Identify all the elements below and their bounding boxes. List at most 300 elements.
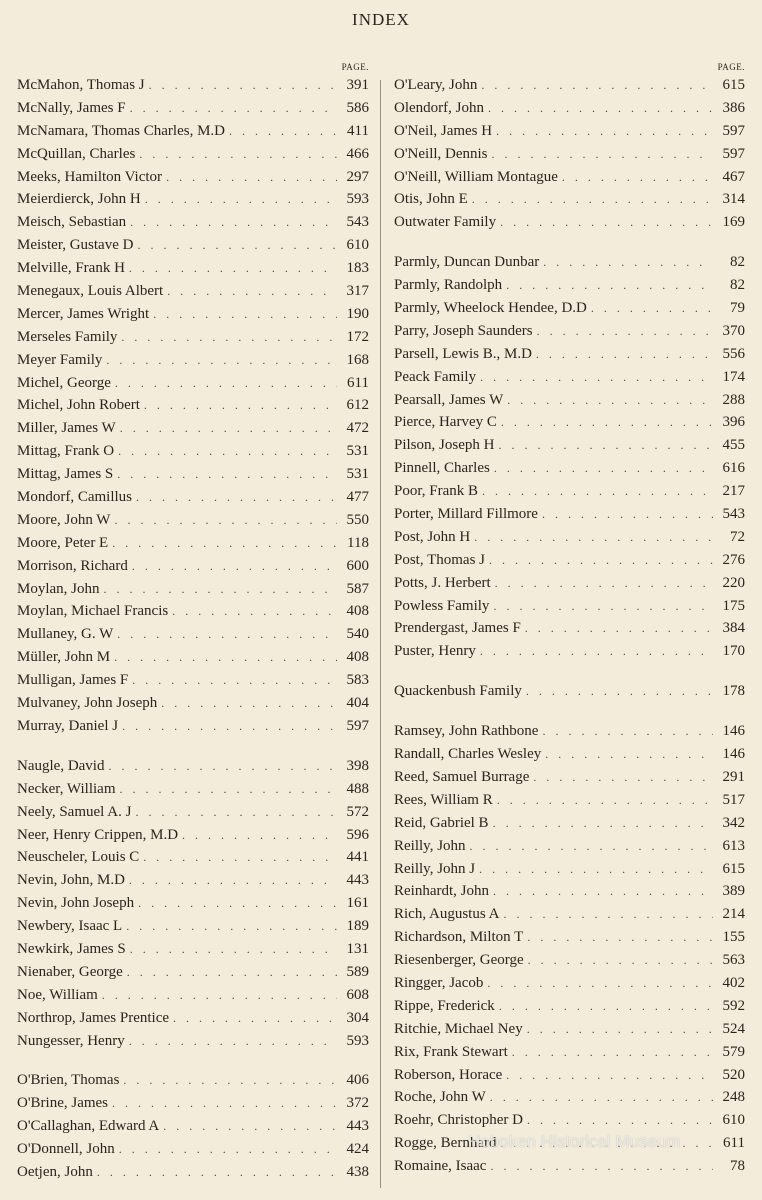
index-entry bbox=[17, 486, 369, 509]
index-entry bbox=[394, 1109, 745, 1132]
index-entry bbox=[394, 972, 745, 995]
index-entry bbox=[394, 766, 745, 789]
entry-page-number: 611 bbox=[723, 1135, 745, 1152]
index-entry bbox=[394, 389, 745, 412]
entry-name: Menegaux, Louis Albert bbox=[17, 283, 164, 300]
entry-page-number: 597 bbox=[346, 717, 369, 734]
entry-name: Mittag, Frank O bbox=[17, 443, 115, 460]
entry-page-number: 608 bbox=[346, 986, 369, 1003]
index-entry bbox=[394, 188, 745, 211]
entry-page-number: 531 bbox=[346, 466, 369, 483]
dot-leader bbox=[562, 166, 713, 189]
index-entry bbox=[394, 572, 745, 595]
dot-leader bbox=[136, 486, 337, 509]
index-entry bbox=[17, 623, 369, 646]
entry-name: Nevin, John Joseph bbox=[17, 895, 135, 912]
dot-leader bbox=[533, 766, 713, 789]
dot-leader bbox=[104, 578, 338, 601]
entry-name: Reed, Samuel Burrage bbox=[394, 768, 530, 785]
dot-leader bbox=[121, 326, 337, 349]
index-entry bbox=[394, 526, 745, 549]
index-entry bbox=[17, 1030, 369, 1053]
index-entry bbox=[394, 120, 745, 143]
dot-leader bbox=[487, 972, 713, 995]
dot-leader bbox=[166, 166, 337, 189]
section-gap bbox=[394, 234, 745, 251]
dot-leader bbox=[97, 1161, 337, 1184]
section-gap bbox=[17, 1052, 369, 1069]
entry-page-number: 596 bbox=[346, 826, 369, 843]
dot-leader bbox=[145, 188, 337, 211]
dot-leader bbox=[127, 961, 337, 984]
dot-leader bbox=[527, 1018, 713, 1041]
dot-leader bbox=[495, 572, 713, 595]
entry-page-number: 389 bbox=[722, 883, 745, 900]
index-entry bbox=[394, 503, 745, 526]
index-entry bbox=[17, 349, 369, 372]
entry-name: Melville, Frank H bbox=[17, 260, 125, 277]
dot-leader bbox=[123, 1069, 337, 1092]
index-list-left bbox=[17, 74, 369, 1184]
entry-name: Mercer, James Wright bbox=[17, 305, 150, 322]
dot-leader bbox=[512, 1041, 713, 1064]
entry-name: Neuscheler, Louis C bbox=[17, 849, 140, 866]
entry-page-number: 214 bbox=[722, 906, 745, 923]
entry-page-number: 396 bbox=[722, 414, 745, 431]
entry-page-number: 613 bbox=[722, 837, 745, 854]
index-entry bbox=[17, 692, 369, 715]
entry-name: McQuillan, Charles bbox=[17, 145, 136, 162]
entry-page-number: 190 bbox=[346, 305, 369, 322]
dot-leader bbox=[506, 1064, 713, 1087]
index-entry bbox=[394, 411, 745, 434]
dot-leader bbox=[182, 824, 337, 847]
dot-leader bbox=[102, 984, 337, 1007]
index-entry bbox=[394, 166, 745, 189]
index-entry bbox=[17, 755, 369, 778]
entry-page-number: 610 bbox=[346, 237, 369, 254]
dot-leader bbox=[497, 789, 713, 812]
entry-name: Ritchie, Michael Ney bbox=[394, 1020, 523, 1037]
entry-name: Nienaber, George bbox=[17, 963, 123, 980]
dot-leader bbox=[494, 457, 713, 480]
dot-leader bbox=[144, 394, 337, 417]
entry-name: Moylan, Michael Francis bbox=[17, 603, 169, 620]
dot-leader bbox=[490, 1155, 713, 1178]
entry-name: Parmly, Duncan Dunbar bbox=[394, 254, 540, 271]
index-entry bbox=[394, 251, 745, 274]
index-entry bbox=[394, 274, 745, 297]
entry-name: Porter, Millard Fillmore bbox=[394, 506, 538, 523]
entry-name: Randall, Charles Wesley bbox=[394, 746, 542, 763]
dot-leader bbox=[525, 617, 713, 640]
entry-name: Nevin, John, M.D bbox=[17, 872, 125, 889]
entry-name: McMahon, Thomas J bbox=[17, 77, 145, 93]
dot-leader bbox=[119, 1138, 337, 1161]
entry-page-number: 592 bbox=[722, 997, 745, 1014]
entry-name: Peack Family bbox=[394, 368, 477, 385]
entry-page-number: 78 bbox=[730, 1158, 745, 1175]
dot-leader bbox=[229, 120, 337, 143]
index-entry bbox=[17, 74, 369, 97]
dot-leader bbox=[153, 303, 337, 326]
entry-name: Rippe, Frederick bbox=[394, 997, 495, 1014]
section-gap bbox=[17, 738, 369, 755]
entry-name: Miller, James W bbox=[17, 420, 116, 437]
entry-name: Murray, Daniel J bbox=[17, 717, 119, 734]
entry-page-number: 248 bbox=[722, 1089, 745, 1106]
entry-page-number: 404 bbox=[346, 695, 369, 712]
dot-leader bbox=[118, 440, 337, 463]
entry-name: Powless Family bbox=[394, 597, 490, 614]
dot-leader bbox=[130, 97, 337, 120]
index-entry bbox=[394, 720, 745, 743]
index-entry bbox=[394, 297, 745, 320]
entry-name: Newkirk, James S bbox=[17, 940, 126, 957]
entry-page-number: 189 bbox=[346, 918, 369, 935]
dot-leader bbox=[496, 120, 713, 143]
entry-page-number: 384 bbox=[722, 620, 745, 637]
entry-name: Pinnell, Charles bbox=[394, 460, 490, 477]
entry-page-number: 455 bbox=[722, 437, 745, 454]
entry-name: Otis, John E bbox=[394, 191, 468, 208]
entry-page-number: 276 bbox=[722, 551, 745, 568]
index-entry bbox=[17, 984, 369, 1007]
entry-page-number: 146 bbox=[722, 723, 745, 740]
dot-leader bbox=[112, 532, 337, 555]
dot-leader bbox=[490, 1086, 713, 1109]
index-entry bbox=[394, 812, 745, 835]
entry-page-number: 615 bbox=[722, 77, 745, 93]
entry-page-number: 586 bbox=[346, 99, 369, 116]
entry-name: Moore, Peter E bbox=[17, 534, 109, 551]
entry-name: Reilly, John bbox=[394, 837, 466, 854]
dot-leader bbox=[149, 74, 337, 97]
index-entry bbox=[17, 1138, 369, 1161]
index-entry bbox=[17, 303, 369, 326]
entry-name: Potts, J. Herbert bbox=[394, 574, 491, 591]
entry-name: Richardson, Milton T bbox=[394, 929, 524, 946]
entry-page-number: 146 bbox=[722, 746, 745, 763]
index-entry bbox=[394, 1018, 745, 1041]
entry-name: Outwater Family bbox=[394, 214, 497, 231]
dot-leader bbox=[493, 880, 713, 903]
index-entry bbox=[394, 457, 745, 480]
dot-leader bbox=[472, 188, 713, 211]
dot-leader bbox=[137, 234, 337, 257]
entry-page-number: 441 bbox=[346, 849, 369, 866]
entry-page-number: 178 bbox=[722, 683, 745, 700]
index-entry bbox=[17, 646, 369, 669]
dot-leader bbox=[117, 623, 337, 646]
entry-name: Müller, John M bbox=[17, 649, 111, 666]
dot-leader bbox=[493, 812, 713, 835]
entry-page-number: 370 bbox=[722, 322, 745, 339]
entry-page-number: 372 bbox=[346, 1095, 369, 1112]
dot-leader bbox=[129, 257, 337, 280]
index-entry bbox=[17, 211, 369, 234]
entry-page-number: 172 bbox=[346, 328, 369, 345]
entry-page-number: 611 bbox=[347, 374, 369, 391]
dot-leader bbox=[114, 646, 337, 669]
index-entry bbox=[394, 434, 745, 457]
entry-page-number: 155 bbox=[722, 929, 745, 946]
entry-page-number: 168 bbox=[346, 351, 369, 368]
entry-page-number: 488 bbox=[346, 780, 369, 797]
entry-page-number: 174 bbox=[722, 368, 745, 385]
dot-leader bbox=[108, 755, 337, 778]
index-entry bbox=[394, 640, 745, 663]
index-entry bbox=[17, 326, 369, 349]
index-entry bbox=[394, 595, 745, 618]
entry-page-number: 386 bbox=[722, 99, 745, 116]
index-list-right bbox=[394, 74, 745, 1178]
index-entry bbox=[394, 143, 745, 166]
dot-leader bbox=[500, 1132, 713, 1155]
entry-name: Mulvaney, John Joseph bbox=[17, 695, 158, 712]
index-entry bbox=[394, 835, 745, 858]
dot-leader bbox=[138, 892, 337, 915]
index-entry bbox=[17, 824, 369, 847]
entry-name: Roehr, Christopher D bbox=[394, 1112, 523, 1129]
entry-page-number: 615 bbox=[722, 860, 745, 877]
index-entry bbox=[394, 480, 745, 503]
dot-leader bbox=[501, 411, 713, 434]
dot-leader bbox=[139, 143, 337, 166]
section-gap bbox=[394, 703, 745, 720]
entry-page-number: 291 bbox=[722, 768, 745, 785]
index-entry bbox=[17, 846, 369, 869]
index-entry bbox=[394, 366, 745, 389]
dot-leader bbox=[507, 389, 713, 412]
entry-name: Poor, Frank B bbox=[394, 483, 478, 500]
entry-page-number: 587 bbox=[346, 580, 369, 597]
entry-name: Post, John H bbox=[394, 528, 471, 545]
dot-leader bbox=[120, 417, 337, 440]
entry-name: Quackenbush Family bbox=[394, 683, 522, 700]
index-entry bbox=[17, 778, 369, 801]
entry-name: Roberson, Horace bbox=[394, 1066, 503, 1083]
entry-name: Pilson, Joseph H bbox=[394, 437, 495, 454]
dot-leader bbox=[536, 343, 713, 366]
index-entry bbox=[17, 1161, 369, 1184]
dot-leader bbox=[499, 995, 713, 1018]
entry-page-number: 424 bbox=[346, 1141, 369, 1158]
entry-page-number: 524 bbox=[722, 1020, 745, 1037]
index-entry bbox=[394, 995, 745, 1018]
entry-page-number: 597 bbox=[722, 145, 745, 162]
index-entry bbox=[17, 440, 369, 463]
entry-name: Michel, George bbox=[17, 374, 111, 391]
entry-name: O'Neil, James H bbox=[394, 122, 493, 139]
entry-name: Meyer Family bbox=[17, 351, 103, 368]
dot-leader bbox=[167, 280, 337, 303]
dot-leader bbox=[130, 938, 337, 961]
index-entry bbox=[17, 600, 369, 623]
index-entry bbox=[17, 97, 369, 120]
dot-leader bbox=[470, 835, 713, 858]
dot-leader bbox=[163, 1115, 337, 1138]
dot-leader bbox=[492, 143, 713, 166]
entry-page-number: 543 bbox=[722, 506, 745, 523]
entry-page-number: 79 bbox=[730, 300, 745, 317]
entry-page-number: 82 bbox=[730, 277, 745, 294]
entry-name: Meierdierck, John H bbox=[17, 191, 141, 208]
entry-page-number: 297 bbox=[346, 168, 369, 185]
entry-page-number: 220 bbox=[722, 574, 745, 591]
entry-page-number: 406 bbox=[346, 1072, 369, 1089]
entry-name: Neer, Henry Crippen, M.D bbox=[17, 826, 179, 843]
entry-name: O'Brien, Thomas bbox=[17, 1072, 120, 1089]
entry-name: Parmly, Wheelock Hendee, D.D bbox=[394, 300, 587, 317]
watermark: Hoboken Historical Museum bbox=[468, 1132, 681, 1151]
index-entry bbox=[394, 903, 745, 926]
dot-leader bbox=[480, 640, 713, 663]
index-entry bbox=[17, 372, 369, 395]
index-entry bbox=[17, 892, 369, 915]
dot-leader bbox=[527, 926, 713, 949]
index-entry bbox=[17, 143, 369, 166]
index-entry bbox=[17, 188, 369, 211]
entry-name: Ringger, Jacob bbox=[394, 974, 484, 991]
entry-name: Parmly, Randolph bbox=[394, 277, 503, 294]
dot-leader bbox=[172, 600, 337, 623]
index-entry bbox=[17, 1092, 369, 1115]
index-entry bbox=[394, 680, 745, 703]
entry-name: Mullaney, G. W bbox=[17, 626, 114, 643]
entry-name: Rich, Augustus A bbox=[394, 906, 500, 923]
entry-page-number: 131 bbox=[346, 940, 369, 957]
entry-page-number: 169 bbox=[722, 214, 745, 231]
entry-name: Rix, Frank Stewart bbox=[394, 1043, 508, 1060]
entry-page-number: 82 bbox=[730, 254, 745, 271]
dot-leader bbox=[542, 720, 713, 743]
dot-leader bbox=[117, 463, 337, 486]
index-entry bbox=[394, 949, 745, 972]
entry-name: Northrop, James Prentice bbox=[17, 1009, 170, 1026]
entry-page-number: 118 bbox=[347, 534, 369, 551]
entry-page-number: 443 bbox=[346, 1118, 369, 1135]
entry-name: Nungesser, Henry bbox=[17, 1032, 125, 1049]
dot-leader bbox=[132, 555, 337, 578]
entry-page-number: 472 bbox=[346, 420, 369, 437]
entry-page-number: 72 bbox=[730, 528, 745, 545]
dot-leader bbox=[493, 595, 713, 618]
index-entry bbox=[394, 74, 745, 97]
entry-page-number: 466 bbox=[346, 145, 369, 162]
entry-name: Meeks, Hamilton Victor bbox=[17, 168, 163, 185]
entry-page-number: 597 bbox=[722, 122, 745, 139]
entry-name: Moylan, John bbox=[17, 580, 100, 597]
index-entry bbox=[394, 789, 745, 812]
dot-leader bbox=[132, 669, 337, 692]
index-entry bbox=[17, 715, 369, 738]
entry-name: O'Donnell, John bbox=[17, 1141, 115, 1158]
entry-page-number: 589 bbox=[346, 963, 369, 980]
index-column-left bbox=[17, 62, 369, 1184]
index-entry bbox=[17, 234, 369, 257]
dot-leader bbox=[537, 320, 713, 343]
dot-leader bbox=[489, 549, 713, 572]
entry-name: Pearsall, James W bbox=[394, 391, 504, 408]
index-entry bbox=[17, 509, 369, 532]
entry-page-number: 593 bbox=[346, 191, 369, 208]
index-entry bbox=[17, 394, 369, 417]
entry-name: Neely, Samuel A. J bbox=[17, 803, 132, 820]
dot-leader bbox=[115, 372, 337, 395]
entry-name: O'Neill, William Montague bbox=[394, 168, 558, 185]
column-divider bbox=[380, 80, 381, 1188]
entry-page-number: 520 bbox=[722, 1066, 745, 1083]
index-column-right bbox=[394, 62, 745, 1178]
entry-page-number: 398 bbox=[346, 757, 369, 774]
entry-page-number: 612 bbox=[346, 397, 369, 414]
index-entry bbox=[17, 532, 369, 555]
entry-page-number: 304 bbox=[346, 1009, 369, 1026]
dot-leader bbox=[130, 211, 337, 234]
entry-page-number: 583 bbox=[346, 672, 369, 689]
entry-name: Post, Thomas J bbox=[394, 551, 485, 568]
entry-page-number: 342 bbox=[722, 814, 745, 831]
dot-leader bbox=[122, 715, 337, 738]
index-entry bbox=[17, 669, 369, 692]
dot-leader bbox=[480, 366, 713, 389]
index-entry bbox=[17, 1069, 369, 1092]
entry-page-number: 572 bbox=[346, 803, 369, 820]
index-entry bbox=[394, 1064, 745, 1087]
entry-name: Naugle, David bbox=[17, 757, 105, 774]
index-entry bbox=[394, 858, 745, 881]
index-entry bbox=[394, 1132, 745, 1155]
dot-leader bbox=[129, 1030, 337, 1053]
entry-name: Morrison, Richard bbox=[17, 557, 128, 574]
entry-name: Olendorf, John bbox=[394, 99, 484, 116]
entry-name: Michel, John Robert bbox=[17, 397, 140, 414]
index-entry bbox=[394, 1041, 745, 1064]
entry-name: Romaine, Isaac bbox=[394, 1158, 487, 1175]
entry-name: Meister, Gustave D bbox=[17, 237, 134, 254]
entry-page-number: 317 bbox=[346, 283, 369, 300]
entry-page-number: 314 bbox=[722, 191, 745, 208]
dot-leader bbox=[545, 743, 713, 766]
page-column-label: PAGE. bbox=[341, 62, 369, 72]
dot-leader bbox=[488, 97, 713, 120]
entry-name: Meisch, Sebastian bbox=[17, 214, 127, 231]
dot-leader bbox=[119, 778, 337, 801]
index-entry bbox=[394, 549, 745, 572]
entry-name: Mittag, James S bbox=[17, 466, 114, 483]
dot-leader bbox=[526, 680, 713, 703]
entry-name: Reilly, John J bbox=[394, 860, 476, 877]
entry-name: Rees, William R bbox=[394, 791, 493, 808]
entry-page-number: 391 bbox=[346, 77, 369, 93]
dot-leader bbox=[126, 915, 337, 938]
entry-name: McNamara, Thomas Charles, M.D bbox=[17, 122, 226, 139]
entry-page-number: 556 bbox=[722, 345, 745, 362]
index-entry bbox=[394, 343, 745, 366]
index-entry bbox=[17, 578, 369, 601]
index-entry bbox=[394, 617, 745, 640]
entry-page-number: 540 bbox=[346, 626, 369, 643]
index-entry bbox=[394, 211, 745, 234]
dot-leader bbox=[114, 509, 337, 532]
index-entry bbox=[17, 961, 369, 984]
entry-name: O'Neill, Dennis bbox=[394, 145, 488, 162]
dot-leader bbox=[542, 503, 713, 526]
dot-leader bbox=[528, 949, 713, 972]
index-entry bbox=[17, 120, 369, 143]
entry-name: O'Brine, James bbox=[17, 1095, 109, 1112]
